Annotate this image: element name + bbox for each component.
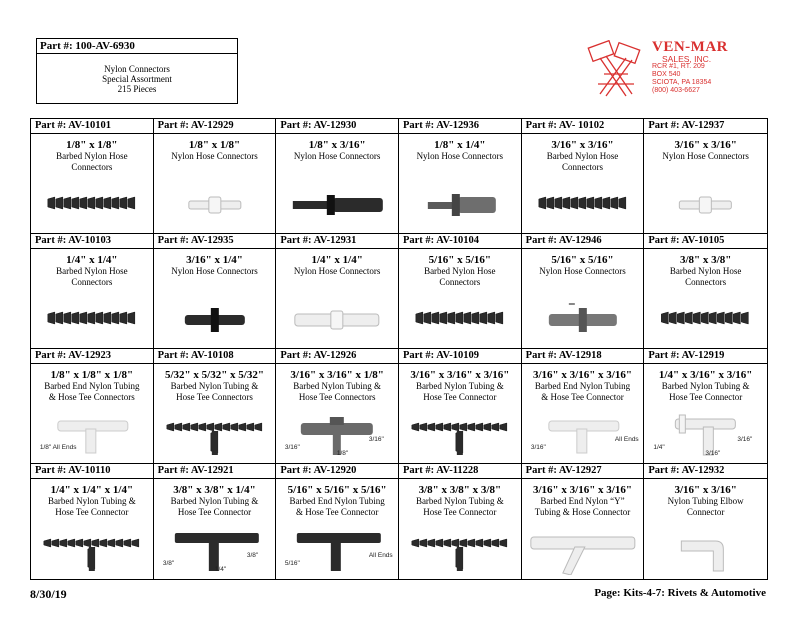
kit-desc-line: Nylon Connectors: [104, 64, 170, 74]
svg-text:1/8": 1/8": [337, 450, 349, 457]
svg-text:All Ends: All Ends: [614, 436, 639, 443]
product-part-number: Part #: AV-12918: [522, 349, 644, 364]
product-size: 1/8" x 1/8" x 1/8": [50, 369, 134, 381]
svg-text:1/4": 1/4": [214, 566, 226, 573]
product-description: Connectors: [561, 162, 603, 172]
product-size: 5/16" x 5/16": [551, 254, 614, 266]
product-description: Barbed Nylon Tubing &: [170, 496, 259, 506]
product-description: Tubing & Hose Connector: [534, 507, 631, 517]
product-size: 5/16" x 5/16" x 5/16": [287, 484, 387, 496]
product-size: 1/4" x 1/4" x 1/4": [50, 484, 134, 496]
product-description: Hose Tee Connectors: [298, 392, 376, 402]
product-cell: [522, 349, 645, 464]
product-size: 1/8" x 3/16": [308, 139, 366, 151]
product-part-number: Part #: AV-10110: [31, 464, 153, 479]
product-part-number: Part #: AV-12936: [399, 119, 521, 134]
product-description: Barbed Nylon Tubing &: [415, 381, 504, 391]
product-description: Connectors: [439, 277, 481, 287]
tee-black-connector-icon: [154, 409, 276, 459]
product-part-number: Part #: AV-12937: [644, 119, 767, 134]
svg-text:3/16": 3/16": [737, 436, 753, 443]
product-size: 3/16" x 3/16" x 3/16": [532, 369, 632, 381]
tee-black-connector-icon: [31, 525, 153, 575]
flanged-black-connector-icon: [154, 294, 276, 344]
product-cell: [644, 349, 767, 464]
footer-page-label: Page: Kits-4-7: Rivets & Automotive: [594, 587, 766, 599]
barbed-straight-black-connector-icon: [644, 294, 767, 344]
product-size: 3/16" x 3/16" x 3/16": [410, 369, 510, 381]
product-description: Barbed Nylon Tubing &: [170, 381, 259, 391]
svg-text:3/8": 3/8": [162, 560, 174, 567]
kit-header-box: [36, 38, 238, 104]
product-size: 3/16" x 3/16": [674, 484, 737, 496]
product-part-number: Part #: AV- 10102: [522, 119, 644, 134]
product-cell: [399, 234, 522, 349]
straight-white-connector-icon: [644, 179, 767, 229]
product-size: 3/16" x 1/4": [186, 254, 243, 266]
svg-text:1/4": 1/4": [653, 444, 665, 451]
product-description: Barbed Nylon Tubing &: [47, 496, 136, 506]
product-part-number: Part #: AV-12946: [522, 234, 644, 249]
product-cell: [644, 464, 767, 579]
product-cell: [276, 234, 399, 349]
barbed-straight-black-connector-icon: [31, 294, 153, 344]
svg-text:3/16": 3/16": [705, 450, 721, 457]
logo-line: (800) 403-6627: [652, 87, 700, 94]
logo-text: [652, 40, 728, 95]
tee-white-connector-icon: [522, 409, 644, 459]
product-description: Nylon Hose Connectors: [416, 151, 504, 161]
product-size: 3/16" x 3/16" x 3/16": [532, 484, 632, 496]
product-description: Hose Tee Connector: [423, 507, 497, 517]
elbow-white-connector-icon: [644, 525, 767, 575]
product-part-number: Part #: AV-12927: [522, 464, 644, 479]
tee-black-down-connector-icon: [154, 525, 276, 575]
product-part-number: Part #: AV-10101: [31, 119, 153, 134]
product-size: 1/8" x 1/8": [66, 139, 118, 151]
tee-black-connector-icon: [399, 525, 521, 575]
product-cell: [276, 119, 399, 234]
product-part-number: Part #: AV-10104: [399, 234, 521, 249]
product-description: Barbed Nylon Hose: [56, 151, 128, 161]
product-part-number: Part #: AV-12920: [276, 464, 398, 479]
product-description: Barbed Nylon Hose: [546, 151, 619, 161]
product-description: Hose Tee Connector: [177, 507, 252, 517]
product-part-number: Part #: AV-12931: [276, 234, 398, 249]
product-description: Connectors: [685, 277, 727, 287]
product-description: Connector: [686, 507, 725, 517]
straight-white-long-connector-icon: [276, 294, 398, 344]
product-cell: [399, 464, 522, 579]
svg-text:3/8": 3/8": [246, 552, 258, 559]
product-description: & Hose Tee Connectors: [48, 392, 135, 402]
product-description: Nylon Hose Connectors: [539, 266, 626, 276]
product-part-number: Part #: AV-12926: [276, 349, 398, 364]
product-size: 1/8" x 1/8": [188, 139, 241, 151]
svg-text:3/16": 3/16": [285, 444, 301, 451]
product-cell: [276, 349, 399, 464]
product-cell: [644, 119, 767, 234]
product-description: Connectors: [71, 277, 113, 287]
product-description: Barbed End Nylon Tubing: [44, 381, 140, 391]
product-part-number: Part #: AV-12919: [644, 349, 767, 364]
product-description: Barbed End Nylon Tubing: [289, 496, 385, 506]
product-cell: [154, 119, 277, 234]
svg-text:All Ends: All Ends: [369, 552, 394, 559]
tee-black-connector-icon: [399, 409, 521, 459]
tee-gray-connector-icon: [276, 409, 398, 459]
product-part-number: Part #: AV-12935: [154, 234, 276, 249]
product-part-number: Part #: AV-10109: [399, 349, 521, 364]
product-description: Hose Tee Connector: [55, 507, 129, 517]
product-cell: [399, 349, 522, 464]
product-part-number: Part #: AV-10105: [644, 234, 767, 249]
product-part-number: Part #: AV-10103: [31, 234, 153, 249]
svg-text:3/16": 3/16": [530, 444, 546, 451]
reducer-gray-connector-icon: [399, 179, 521, 229]
product-cell: [31, 119, 154, 234]
product-description: Barbed End Nylon Tubing: [534, 381, 631, 391]
product-cell: [31, 234, 154, 349]
product-description: & Hose Tee Connector: [295, 507, 379, 517]
product-grid: [30, 118, 768, 580]
barbed-straight-black-connector-icon: [522, 179, 644, 229]
product-size: 3/8" x 3/8": [679, 254, 732, 266]
product-description: Nylon Hose Connectors: [293, 151, 381, 161]
product-cell: [154, 349, 277, 464]
tee-black-down-connector-icon: [276, 525, 398, 575]
product-size: 1/4" x 1/4": [311, 254, 363, 266]
logo-line: SALES, INC.: [662, 54, 712, 64]
product-description: Hose Tee Connectors: [176, 392, 253, 402]
product-cell: [399, 119, 522, 234]
straight-white-connector-icon: [154, 179, 276, 229]
product-cell: [31, 349, 154, 464]
tee-white-vert-connector-icon: [644, 409, 767, 459]
product-description: Nylon Hose Connectors: [662, 151, 749, 161]
kit-desc-line: 215 Pieces: [117, 84, 157, 94]
tee-white-connector-icon: [31, 409, 153, 459]
product-size: 1/4" x 1/4": [66, 254, 118, 266]
product-size: 1/8" x 1/4": [434, 139, 486, 151]
logo-company-name: VEN-MAR: [652, 39, 728, 55]
logo-line: RCR #1, RT. 209: [652, 63, 705, 70]
product-part-number: Part #: AV-10108: [154, 349, 276, 364]
barbed-straight-black-connector-icon: [399, 294, 521, 344]
product-part-number: Part #: AV-12930: [276, 119, 398, 134]
product-size: 1/4" x 3/16" x 3/16": [658, 369, 753, 381]
product-description: Nylon Hose Connectors: [171, 151, 258, 161]
product-description: Hose Tee Connector: [423, 392, 497, 402]
kit-part-number: Part #: 100-AV-6930: [37, 39, 237, 54]
product-part-number: Part #: AV-12923: [31, 349, 153, 364]
product-description: & Hose Tee Connector: [541, 392, 624, 402]
product-size: 5/32" x 5/32" x 5/32": [164, 369, 264, 381]
product-part-number: Part #: AV-12929: [154, 119, 276, 134]
product-cell: [276, 464, 399, 579]
product-size: 3/8" x 3/8" x 1/4": [173, 484, 256, 496]
product-size: 3/8" x 3/8" x 3/8": [418, 484, 502, 496]
product-cell: [522, 234, 645, 349]
barbed-straight-black-connector-icon: [31, 179, 153, 229]
wye-white-connector-icon: [522, 525, 644, 575]
footer-date: 8/30/19: [30, 587, 67, 601]
hammers-logo-icon: [586, 40, 650, 100]
product-cell: [31, 464, 154, 579]
product-description: Barbed Nylon Hose: [669, 266, 742, 276]
product-cell: [522, 119, 645, 234]
product-description: Nylon Tubing Elbow: [667, 496, 744, 506]
product-description: Connectors: [71, 162, 113, 172]
product-part-number: Part #: AV-12921: [154, 464, 276, 479]
ven-mar-logo: [586, 40, 746, 102]
svg-text:3/16": 3/16": [369, 436, 385, 443]
reducer-black-connector-icon: [276, 179, 398, 229]
product-size: 5/16" x 5/16": [428, 254, 491, 266]
product-cell: [522, 464, 645, 579]
product-part-number: Part #: AV-12932: [644, 464, 767, 479]
product-cell: [154, 464, 277, 579]
flanged-gray-connector-icon: [522, 294, 644, 344]
product-description: Hose Tee Connector: [669, 392, 743, 402]
product-description: Nylon Hose Connectors: [293, 266, 381, 276]
product-description: Barbed End Nylon “Y”: [540, 496, 625, 506]
product-size: 3/16" x 3/16" x 1/8": [290, 369, 384, 381]
product-cell: [154, 234, 277, 349]
product-cell: [644, 234, 767, 349]
svg-text:1/8" All Ends: 1/8" All Ends: [39, 444, 77, 451]
product-description: Barbed Nylon Tubing &: [415, 496, 504, 506]
product-description: Barbed Nylon Hose: [424, 266, 496, 276]
product-description: Nylon Hose Connectors: [171, 266, 258, 276]
product-description: Barbed Nylon Tubing &: [661, 381, 750, 391]
logo-line: SCIOTA, PA 18354: [652, 79, 712, 86]
product-part-number: Part #: AV-11228: [399, 464, 521, 479]
product-size: 3/16" x 3/16": [551, 139, 614, 151]
logo-line: BOX 540: [652, 71, 681, 78]
kit-desc-line: Special Assortment: [102, 74, 172, 84]
product-description: Barbed Nylon Tubing &: [293, 381, 382, 391]
product-size: 3/16" x 3/16": [674, 139, 737, 151]
svg-text:5/16": 5/16": [285, 560, 301, 567]
product-description: Barbed Nylon Hose: [56, 266, 128, 276]
kit-description: [37, 54, 237, 94]
